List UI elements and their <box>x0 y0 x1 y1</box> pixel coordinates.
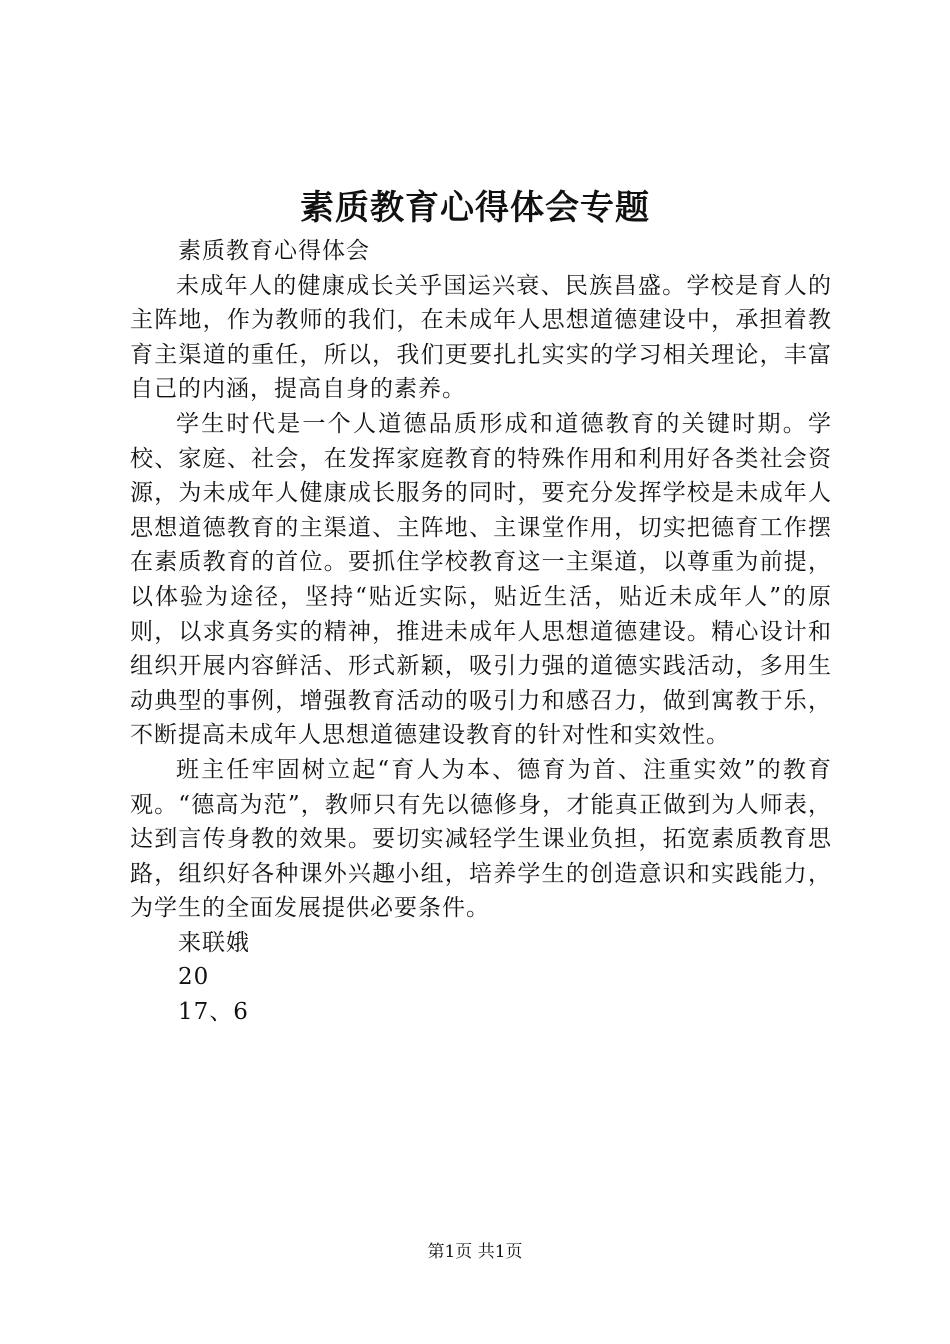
date-line-1: 20 <box>178 964 210 991</box>
page-footer: 第1页 共1页 <box>427 1242 523 1262</box>
paragraph-2: 学生时代是一个人道德品质形成和道德教育的关键时期。学校、家庭、社会，在发挥家庭教育的特殊作用和利用好各类社会资源，为未成年人健康成长服务的同时，要充分发挥学校是未成年人思想道德教育的主渠道、主阵地、主课堂作用，切实把德育工作摆在素质教育的首位。要抓住学校教育这一主渠道，以尊重为前提，以体验为途径，坚持“贴近实际，贴近生活，贴近未成年人”的原则，以求真务实的精神，推进未成年人思想道德建设。精心设计和组织开展内容鲜活、形式新颖，吸引力强的道德实践活动，多用生动典型的事例，增强教育活动的吸引力和感召力，做到寓教于乐，不断提高未成年人思想道德建设教育的针对性和实效性。 <box>130 410 832 749</box>
date-line-2: 17、6 <box>178 999 249 1026</box>
author-name: 来联娥 <box>178 929 250 956</box>
paragraph-3: 班主任牢固树立起“育人为本、德育为首、注重实效”的教育观。“德高为范”，教师只有先以德修身，才能真正做到为人师表，达到言传身教的效果。要切实减轻学生课业负担，拓宽素质教育思路，组织好各种课外兴趣小组，培养学生的创造意识和实践能力，为学生的全面发展提供必要条件。 <box>130 756 832 922</box>
document-subtitle: 素质教育心得体会 <box>178 238 370 264</box>
paragraph-1: 未成年人的健康成长关乎国运兴衰、民族昌盛。学校是育人的主阵地，作为教师的我们，在未成年人思想道德建设中，承担着教育主渠道的重任，所以，我们更要扎扎实实的学习相关理论，丰富自己的内涵，提高自身的素养。 <box>130 272 832 403</box>
document-body <box>130 234 832 1030</box>
document-title: 素质教育心得体会专题 <box>300 188 650 228</box>
